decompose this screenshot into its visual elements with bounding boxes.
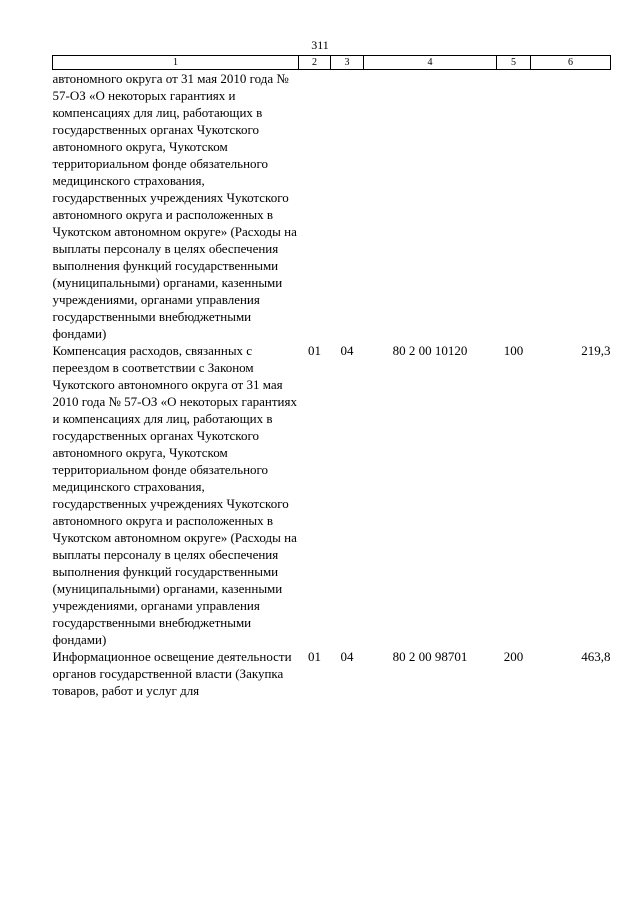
row-target-article [364, 70, 497, 343]
row-expense-type [497, 70, 531, 343]
row-target-article: 80 2 00 98701 [392, 649, 468, 664]
budget-table [52, 55, 611, 699]
row-section [299, 70, 331, 343]
page-number: 311 [311, 38, 329, 52]
table-header [53, 56, 611, 70]
row-subsection [331, 70, 364, 343]
row-section: 01 [308, 343, 321, 358]
row-expense-type: 200 [503, 649, 524, 664]
header-col-6: 6 [531, 56, 611, 70]
table-row [53, 342, 611, 648]
row-amount: 219,3 [581, 343, 611, 358]
row-expense-type: 100 [503, 343, 524, 358]
table-row [53, 70, 611, 343]
row-name: Информационное освещение деятельности органов государственной власти (Закупка товаров, работ и услуг для [52, 649, 292, 698]
header-col-1: 1 [53, 56, 299, 70]
table-body [53, 70, 611, 700]
row-amount [531, 70, 611, 343]
header-col-5: 5 [497, 56, 531, 70]
row-section: 01 [308, 649, 321, 664]
table-row [53, 648, 611, 699]
header-col-2: 2 [299, 56, 331, 70]
header-col-4: 4 [364, 56, 497, 70]
row-subsection: 04 [340, 649, 354, 664]
row-name: Компенсация расходов, связанных с переездом в соответствии с Законом Чукотского автономного округа от 31 мая 2010 года № 57-ОЗ «О некоторых гарантиях и компенсациях для лиц, работающих в государственных органах Чукотского автономного округа, Чукотском территориальном фонде обязательного медицинского страхования, государственных учреждениях Чукотского автономного округа и расположенных в Чукотском автономном округе» (Расходы на выплаты персоналу в целях обеспечения выполнения функций государственными (муниципальными) органами, казенными учреждениями, органами управления государственными внебюджетными фондами) [52, 343, 297, 647]
header-row [53, 56, 611, 70]
row-target-article: 80 2 00 10120 [392, 343, 468, 358]
header-col-3: 3 [331, 56, 364, 70]
row-amount: 463,8 [581, 649, 611, 664]
row-subsection: 04 [340, 343, 354, 358]
row-name: автономного округа от 31 мая 2010 года № 57-ОЗ «О некоторых гарантиях и компенсациях для лиц, работающих в государственных органах Чукотского автономного округа, Чукотском территориальном фонде обязательного медицинского страхования, государственных учреждениях Чукотского автономного округа и расположенных в Чукотском автономном округе» (Расходы на выплаты персоналу в целях обеспечения выполнения функций государственными (муниципальными) органами, казенными учреждениями, органами управления государственными внебюджетными фондами) [52, 71, 297, 341]
